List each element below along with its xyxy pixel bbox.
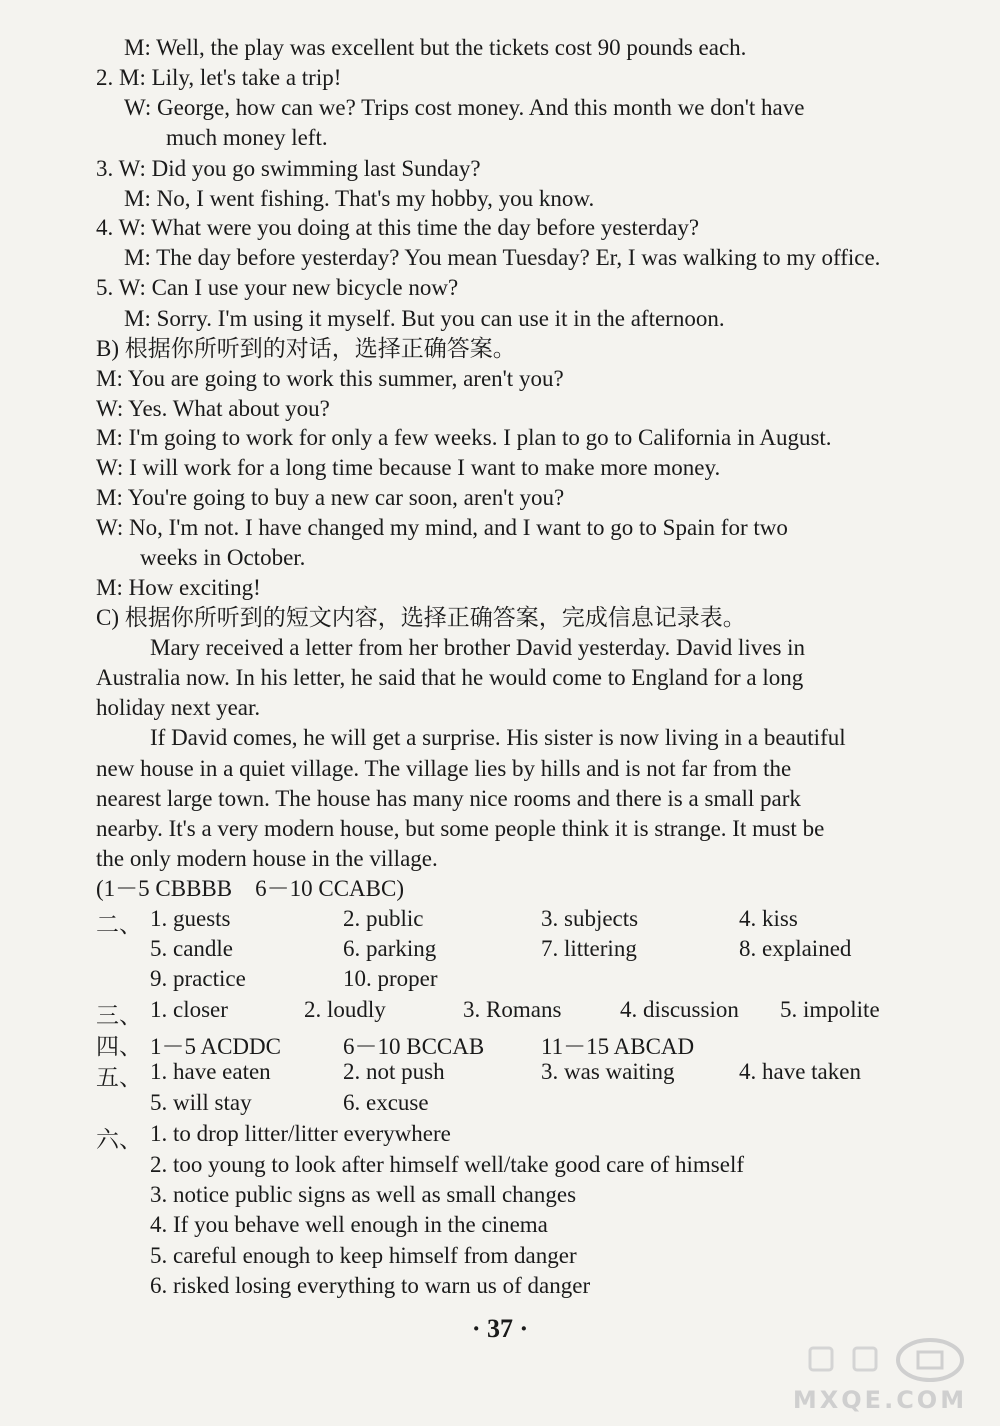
answer-item: 5. will stay [150,1090,252,1115]
answer-item: 11－15 ABCAD [541,1034,695,1059]
answer-item: 3. notice public signs as well as small changes [150,1182,577,1207]
answer-item: 4. If you behave well enough in the cinema [150,1212,548,1237]
passage-line: Australia now. In his letter, he said that he would come to England for a long [96,665,804,690]
watermark-logo [780,1334,980,1414]
dialog-line: W: George, how can we? Trips cost money. And this month we don't have [124,95,805,120]
dialog-line: M: Well, the play was excellent but the tickets cost 90 pounds each. [124,35,747,60]
passage-line: new house in a quiet village. The village lies by hills and is not far from the [96,756,792,781]
answer-item: 6－10 BCCAB [343,1034,485,1059]
part-label: 二、 [96,912,142,937]
dialog-line: weeks in October. [140,545,306,570]
part-label: 六、 [96,1127,142,1152]
part-label: 四、 [96,1034,142,1059]
part-label: 三、 [96,1003,142,1028]
answer-item: 7. littering [541,936,637,961]
dialog-line: M: Sorry. I'm using it myself. But you can use it in the afternoon. [124,306,725,331]
answer-item: 1. to drop litter/litter everywhere [150,1121,451,1146]
dialog-line: M: You are going to work this summer, aren't you? [96,366,564,391]
dialog-line: M: The day before yesterday? You mean Tuesday? Er, I was walking to my office. [124,245,881,270]
answer-item: 3. subjects [541,906,639,931]
answer-item: 3. was waiting [541,1059,675,1084]
answer-item: 2. too young to look after himself well/take good care of himself [150,1152,745,1177]
dialog-line: W: Yes. What about you? [96,396,330,421]
answer-item: 4. discussion [620,997,739,1022]
answer-item: 5. impolite [780,997,880,1022]
answer-item: 1. closer [150,997,228,1022]
watermark-text: MXQE.COM [792,1386,968,1414]
dialog-line: M: I'm going to work for only a few weeks. I plan to go to California in August. [96,425,832,450]
listening-answers: (1－5 CBBBB 6－10 CCABC) [96,876,404,901]
dialog-line: 5. W: Can I use your new bicycle now? [96,275,459,300]
dialog-line: M: You're going to buy a new car soon, aren't you? [96,485,565,510]
answer-item: 5. candle [150,936,234,961]
page-number: · 37 · [471,1314,529,1343]
answer-item: 6. excuse [343,1090,429,1115]
passage-line: holiday next year. [96,695,261,720]
answer-item: 8. explained [739,936,852,961]
passage-line: nearest large town. The house has many nice rooms and there is a small park [96,786,801,811]
dialog-line: M: No, I went fishing. That's my hobby, you know. [124,186,595,211]
answer-item: 1. have eaten [150,1059,271,1084]
passage-line: nearby. It's a very modern house, but some people think it is strange. It must be [96,816,825,841]
passage-line: Mary received a letter from her brother David yesterday. David lives in [150,635,806,660]
passage-line: If David comes, he will get a surprise. His sister is now living in a beautiful [150,725,846,750]
section-b-heading: B) 根据你所听到的对话，选择正确答案。 [96,336,516,361]
answer-item: 4. have taken [739,1059,861,1084]
answer-item: 4. kiss [739,906,798,931]
answer-item: 2. not push [343,1059,445,1084]
dialog-line: 3. W: Did you go swimming last Sunday? [96,156,481,181]
dialog-line: 2. M: Lily, let's take a trip! [96,65,342,90]
answer-item: 1. guests [150,906,231,931]
dialog-line: much money left. [166,125,328,150]
dialog-line: W: No, I'm not. I have changed my mind, and I want to go to Spain for two [96,515,788,540]
answer-item: 5. careful enough to keep himself from danger [150,1243,577,1268]
passage-line: the only modern house in the village. [96,846,438,871]
answer-item: 10. proper [343,966,438,991]
answer-item: 2. public [343,906,424,931]
watermark-mark-icon [780,1334,980,1384]
answer-item: 3. Romans [463,997,562,1022]
dialog-line: M: How exciting! [96,575,261,600]
dialog-line: 4. W: What were you doing at this time the day before yesterday? [96,215,700,240]
answer-item: 6. parking [343,936,437,961]
section-c-heading: C) 根据你所听到的短文内容，选择正确答案，完成信息记录表。 [96,605,746,630]
dialog-line: W: I will work for a long time because I want to make more money. [96,455,721,480]
part-label: 五、 [96,1065,142,1090]
answer-item: 6. risked losing everything to warn us of danger [150,1273,591,1298]
answer-item: 2. loudly [304,997,386,1022]
answer-item: 9. practice [150,966,246,991]
answer-item: 1－5 ACDDC [150,1034,281,1059]
